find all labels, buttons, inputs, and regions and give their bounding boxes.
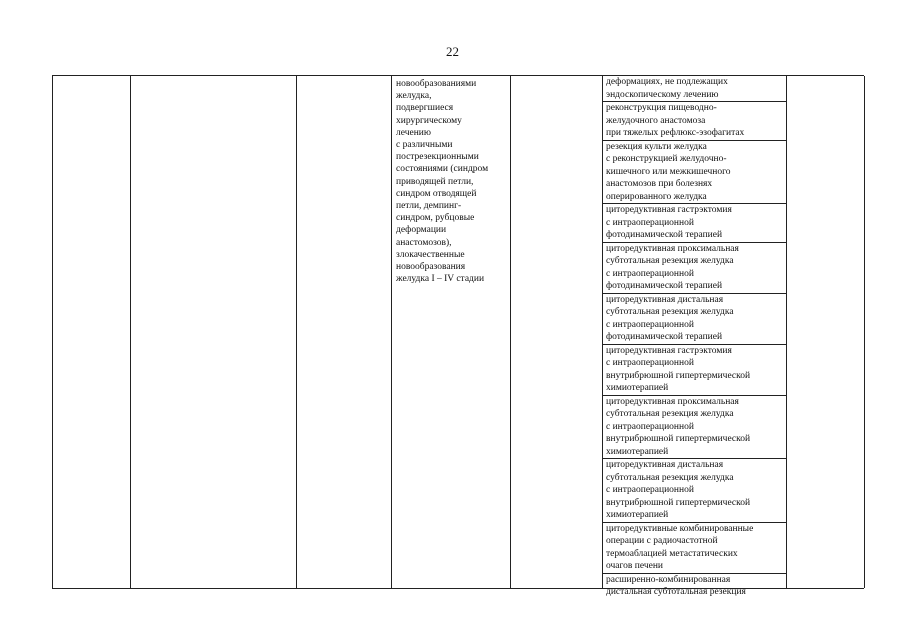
treatment-cell: деформациях, не подлежащих эндоскопическому лечению	[602, 76, 786, 102]
column-divider	[864, 76, 865, 588]
treatment-cell: резекция культи желудка с реконструкцией желудочно- кишечного или межкишечного анастомозов при болезнях оперированного желудка	[602, 141, 786, 205]
treatment-list	[602, 76, 786, 599]
medical-table	[52, 75, 864, 597]
disease-description: новообразованиями желудка, подвергшиеся хирургическому лечению с различными пострезекционными состояниями (синдром приводящей петли, синдром отводящей петли, демпинг- синдром, рубцовые деформации анастомозов), злокачественные новообразования желудка I – IV стадии	[396, 79, 489, 285]
treatment-cell: циторедуктивная гастрэктомия с интраоперационной внутрибрюшной гипертермической химиотерапией	[602, 345, 786, 396]
page-number: 22	[446, 44, 459, 59]
column-divider	[130, 76, 131, 588]
treatment-cell: циторедуктивная гастрэктомия с интраоперационной фотодинамической терапией	[602, 204, 786, 243]
column-divider	[52, 76, 53, 588]
treatment-cell: циторедуктивная проксимальная субтотальная резекция желудка с интраоперационной фотодинамической терапией	[602, 243, 786, 294]
treatment-cell: циторедуктивные комбинированные операции с радиочастотной термоаблацией метастатических очагов печени	[602, 523, 786, 574]
treatment-cell: циторедуктивная проксимальная субтотальная резекция желудка с интраоперационной внутрибрюшной гипертермической химиотерапией	[602, 396, 786, 460]
treatment-cell: расширенно-комбинированная дистальная субтотальная резекция	[606, 574, 746, 597]
treatment-cell: реконструкция пищеводно- желудочного анастомоза при тяжелых рефлюкс-эзофагитах	[602, 102, 786, 141]
column-divider	[296, 76, 297, 588]
treatment-cell: циторедуктивная дистальная субтотальная резекция желудка с интраоперационной внутрибрюшной гипертермической химиотерапией	[602, 459, 786, 523]
treatment-cell: циторедуктивная дистальная субтотальная резекция желудка с интраоперационной фотодинамической терапией	[602, 294, 786, 345]
column-divider	[391, 76, 392, 588]
column-divider	[786, 76, 787, 588]
